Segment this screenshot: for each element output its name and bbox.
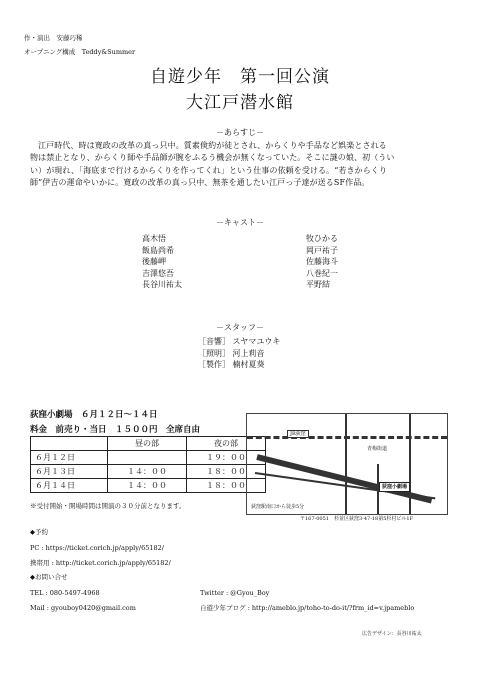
synopsis-heading: －あらすじ－ bbox=[216, 128, 264, 137]
cast-member: 高木悟 bbox=[142, 234, 166, 243]
cast-heading: －キャスト－ bbox=[216, 218, 264, 227]
reservation-pc-link[interactable]: PC : https://ticket.corich.jp/apply/65182/ bbox=[30, 544, 164, 552]
contact-mail[interactable]: Mail : gyouboy0420@gmail.com bbox=[30, 604, 136, 612]
cast-member: 岡戸祐子 bbox=[306, 245, 338, 255]
table-header bbox=[31, 437, 108, 451]
play-title: 大江戸潜水館 bbox=[186, 93, 294, 113]
table-cell: １８：００ bbox=[187, 479, 266, 493]
table-header: 昼の部 bbox=[108, 437, 187, 451]
staff-name: スヤマユウキ bbox=[232, 337, 281, 346]
contact-blog-link[interactable]: 自遊少年ブログ : http://ameblo.jp/toho-to-do-it/?frm_id=v.jpameblo bbox=[200, 604, 415, 612]
cast-member: 平野結 bbox=[306, 280, 330, 289]
cast-member: 牧ひかる bbox=[306, 234, 338, 243]
staff-role: ［音響］ bbox=[198, 337, 230, 346]
design-credit: 広告デザイン：長谷川祐太 bbox=[362, 631, 422, 637]
opening-credit: オープニング構成 Teddy&Summer bbox=[24, 48, 136, 56]
synopsis-line: 物は禁止となり、からくり師や手品師が腕をふるう機会が無くなっていた。そこに謎の娘、初（うい bbox=[30, 153, 395, 163]
map-street bbox=[345, 414, 347, 514]
cast-left-column bbox=[142, 233, 182, 291]
reservation-mobile-link[interactable]: 携帯用 : http://ticket.corich.jp/apply/65182/ bbox=[30, 559, 171, 567]
map-note: 荻窪駅南口から徒歩5分 bbox=[251, 504, 305, 510]
synopsis-line: い）が現れ、「海底まで行けるからくりを作ってくれ」という仕事の依頼を受ける。“若きからくり bbox=[30, 165, 388, 175]
staff-name: 河上莉音 bbox=[232, 348, 265, 358]
table-header: 夜の部 bbox=[187, 437, 266, 451]
synopsis-line: 師”伊吉の運命やいかに。寛政の改革の真っ只中、無茶を通したい江戸っ子達が送るSF作品。 bbox=[30, 177, 370, 187]
page-title: 自遊少年 第一回公演 bbox=[150, 67, 330, 87]
synopsis-text bbox=[30, 140, 462, 189]
table-row bbox=[31, 465, 266, 479]
cast-member: 吉澤悠吾 bbox=[142, 268, 174, 278]
staff-role: ［照明］ bbox=[198, 348, 230, 358]
map-street bbox=[409, 414, 411, 514]
staff-role: ［製作］ bbox=[198, 360, 230, 369]
table-cell: １４：００ bbox=[108, 465, 187, 479]
table-cell: １９：００ bbox=[187, 451, 266, 465]
staff-heading: －スタッフ－ bbox=[216, 323, 264, 332]
reservation-heading: ◆予約 bbox=[30, 528, 48, 536]
cast-member: 後藤岬 bbox=[142, 257, 166, 266]
contact-heading: ◆お問い合せ bbox=[30, 573, 68, 581]
cast-member: 飯島尚希 bbox=[142, 245, 174, 255]
table-header-row bbox=[31, 437, 266, 451]
table-cell: ６月１２日 bbox=[31, 451, 108, 465]
cast-right-column bbox=[306, 233, 338, 291]
schedule-note: ※受付開始・開場時間は開演の３０分前となります。 bbox=[30, 502, 186, 510]
venue-dates: 荻窪小劇場 ６月１２日～１４日 bbox=[30, 410, 158, 420]
venue-map bbox=[246, 413, 448, 515]
map-road-label: 青梅街道 bbox=[367, 446, 388, 452]
cast-member: 佐藤海斗 bbox=[306, 257, 338, 266]
venue-address: 〒167-0051 杉並区荻窪3-47-18第5杉村ビル1F bbox=[300, 516, 414, 522]
table-row bbox=[31, 479, 266, 493]
author-credit: 作・演出 安藤巧稀 bbox=[24, 34, 83, 42]
contact-tel: TEL : 080-5497-4968 bbox=[30, 589, 100, 597]
table-cell bbox=[108, 451, 187, 465]
contact-twitter[interactable]: Twitter : @Gyou_Boy bbox=[200, 589, 270, 597]
table-row bbox=[31, 451, 266, 465]
synopsis-line: 江戸時代、時は寛政の改革の真っ只中。質素倹約が徒とされ、からくりや手品など娯楽とされる bbox=[38, 141, 387, 150]
map-railway bbox=[247, 436, 447, 439]
staff-list bbox=[198, 336, 280, 371]
cast-member: 八巻紀一 bbox=[306, 268, 338, 278]
staff-name: 楠村夏葵 bbox=[232, 360, 265, 369]
cast-member: 長谷川祐太 bbox=[142, 280, 182, 289]
table-cell: １８：００ bbox=[187, 465, 266, 479]
table-cell: １４：００ bbox=[108, 479, 187, 493]
schedule-table bbox=[30, 436, 266, 493]
price-info: 料金 前売り・当日 １５００円 全席自由 bbox=[30, 425, 201, 435]
table-cell: ６月１４日 bbox=[31, 479, 108, 493]
map-venue-label: 荻窪小劇場 bbox=[379, 482, 410, 492]
table-cell: ６月１３日 bbox=[31, 465, 108, 479]
map-station-label: JR荻窪 bbox=[287, 430, 309, 438]
